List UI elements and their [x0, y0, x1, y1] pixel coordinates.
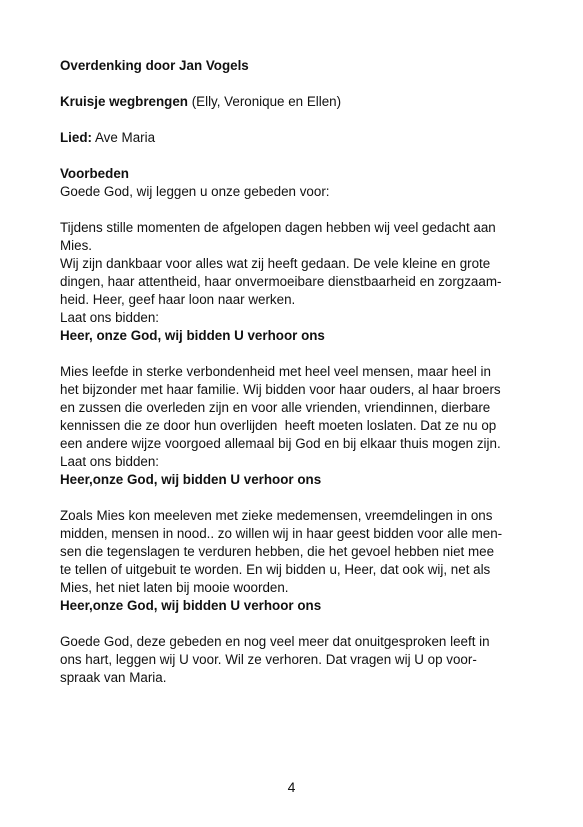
heading: Overdenking door Jan Vogels [60, 58, 249, 73]
voorbeden-title: Voorbeden [60, 166, 129, 181]
prayer-line: een andere wijze voorgoed allemaal bij God en bij elkaar thuis mogen zijn. [60, 436, 501, 451]
prayer-response: Heer, onze God, wij bidden U verhoor ons [60, 328, 325, 343]
spacer [60, 615, 530, 633]
kruisje-line [60, 93, 530, 111]
prayer-line: het bijzonder met haar familie. Wij bidden voor haar ouders, al haar broers [60, 382, 501, 397]
spacer [60, 147, 530, 165]
prayer-line: sen die tegenslagen te verduren hebben, die het gevoel hebben niet mee [60, 544, 495, 559]
prayer-line: heid. Heer, geef haar loon naar werken. [60, 292, 296, 307]
lied-line [60, 129, 530, 147]
prayer-line: Laat ons bidden: [60, 310, 160, 325]
spacer [60, 345, 530, 363]
closing-line: Goede God, deze gebeden en nog veel meer dat onuitgesproken leeft in [60, 634, 490, 649]
page-content [60, 57, 530, 687]
lied-value: Ave Maria [92, 130, 156, 145]
prayer-line: Tijdens stille momenten de afgelopen dagen hebben wij veel gedacht aan [60, 220, 496, 235]
prayer-1 [60, 219, 530, 345]
spacer [60, 489, 530, 507]
prayer-3 [60, 507, 530, 615]
prayer-line: Wij zijn dankbaar voor alles wat zij heeft gedaan. De vele kleine en grote [60, 256, 491, 271]
prayer-line: Mies, het niet laten bij mooie woorden. [60, 580, 289, 595]
prayer-line: kennissen die ze door hun overlijden heeft moeten loslaten. Dat ze nu op [60, 418, 497, 433]
lied-label: Lied: [60, 130, 92, 145]
prayer-line: Zoals Mies kon meeleven met zieke medemensen, vreemdelingen in ons [60, 508, 493, 523]
kruisje-label: Kruisje wegbrengen [60, 94, 188, 109]
prayer-line: te tellen of uitgebuit te worden. En wij bidden u, Heer, dat ook wij, net als [60, 562, 491, 577]
voorbeden-section [60, 165, 530, 687]
prayer-response: Heer,onze God, wij bidden U verhoor ons [60, 472, 322, 487]
kruisje-detail: (Elly, Veronique en Ellen) [187, 94, 342, 109]
prayer-line: Laat ons bidden: [60, 454, 160, 469]
closing-prayer [60, 633, 530, 687]
prayer-line: en zussen die overleden zijn en voor alle vrienden, vriendinnen, dierbare [60, 400, 491, 415]
spacer [60, 111, 530, 129]
spacer [60, 201, 530, 219]
prayer-response: Heer,onze God, wij bidden U verhoor ons [60, 598, 322, 613]
page-number: 4 [287, 779, 296, 795]
prayer-line: dingen, haar attentheid, haar onvermoeibare dienstbaarheid en zorgzaam- [60, 274, 502, 289]
prayer-line: Mies leefde in sterke verbondenheid met heel veel mensen, maar heel in [60, 364, 491, 379]
spacer [60, 75, 530, 93]
closing-line: ons hart, leggen wij U voor. Wil ze verhoren. Dat vragen wij U op voor- [60, 652, 477, 667]
voorbeden-intro: Goede God, wij leggen u onze gebeden voor: [60, 184, 330, 199]
prayer-2 [60, 363, 530, 489]
prayer-line: midden, mensen in nood.. zo willen wij in haar geest bidden voor alle men- [60, 526, 503, 541]
closing-line: spraak van Maria. [60, 670, 167, 685]
prayer-line: Mies. [60, 238, 92, 253]
